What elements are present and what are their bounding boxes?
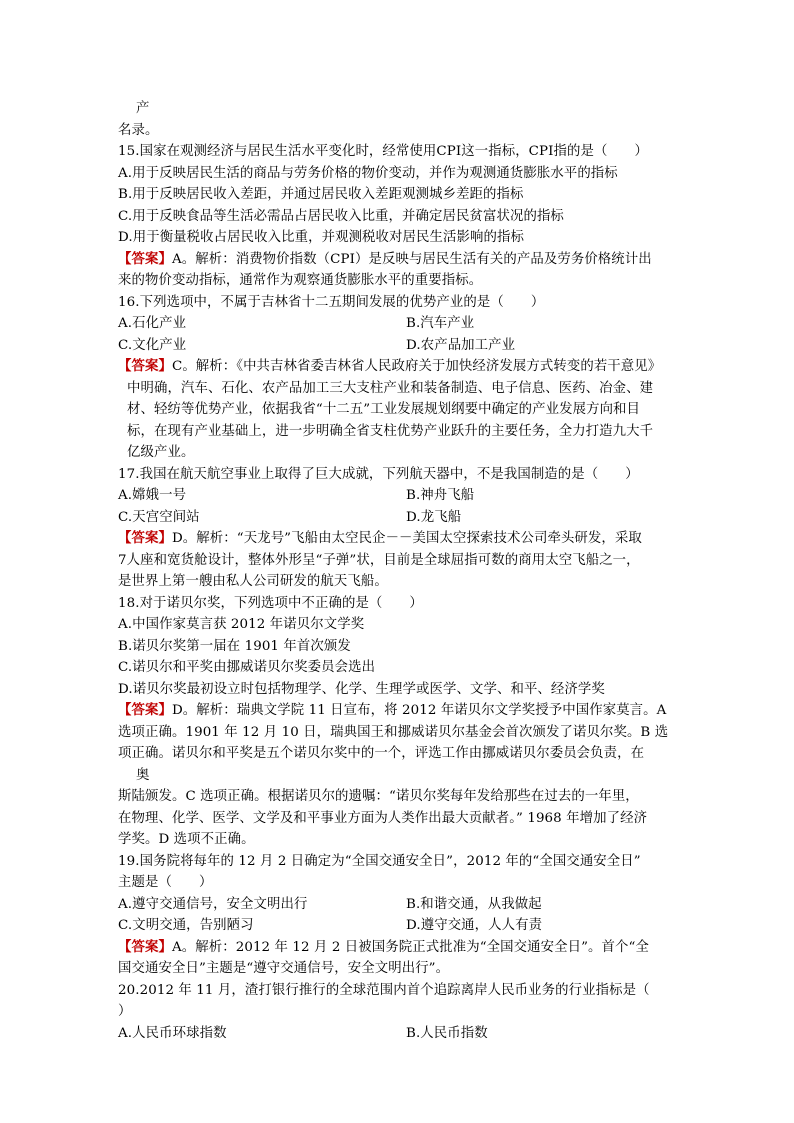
line-text: C.诺贝尔和平奖由挪威诺贝尔奖委员会选出 [118,660,376,675]
line-text: 材、轻纺等优势产业，依据我省“十二五”工业发展规划纲要中确定的产业发展方向和目 [127,402,641,417]
text-line [118,227,678,249]
text-line [118,614,678,636]
answer-label: 【答案】 [118,702,172,718]
line-text: 主题是（ ） [118,875,213,890]
line-text: 亿级产业。 [127,445,195,460]
option-left: A.石化产业 [118,316,187,331]
line-text: 选项正确。1901 年 12 月 10 日，瑞典国王和挪威诺贝尔基金会首次颁发了诺贝尔奖。B 选 [118,724,669,740]
line-text: D。解析：瑞典文学院 11 日宣布，将 2012 年诺贝尔文学奖授予中国作家莫言。A [171,703,667,718]
option-row [118,1023,678,1045]
line-text: 16.下列选项中，不属于吉林省十二五期间发展的优势产业的是（ ） [118,294,545,310]
text-line [118,464,678,486]
text-line [118,786,678,808]
line-text: C。解析：《中共吉林省委吉林省人民政府关于加快经济发展方式转变的若干意见》 [171,359,662,374]
line-text: D.用于衡量税收占居民收入比重，并观测税收对居民生活影响的指标 [118,230,524,245]
option-left: A.人民币环球指数 [118,1025,227,1041]
text-line [118,98,678,120]
answer-label: 【答案】 [118,358,172,374]
text-line [118,292,678,314]
line-text: 中明确，汽车、石化、农产品加工三大支柱产业和装备制造、电子信息、医药、冶金、建 [127,380,654,396]
text-line [118,571,678,593]
line-text: D.诺贝尔奖最初设立时包括物理学、化学、生理学或医学、文学、和平、经济学奖 [118,681,605,697]
text-line [118,593,678,615]
text-line [118,1001,678,1023]
line-text: 项正确。诺贝尔和平奖是五个诺贝尔奖中的一个，评选工作由挪威诺贝尔委员会负责，在 [118,746,645,761]
option-left: A.嫦娥一号 [118,488,187,503]
option-right: B.人民币指数 [406,1025,488,1041]
text-line [118,163,678,185]
line-text: A。解析：2012 年 12 月 2 日被国务院正式批准为“全国交通安全日”。首个“全 [171,939,649,955]
line-text: 在物理、化学、医学、文学及和平事业方面为人类作出最大贡献者。” 1968 年增加了经济 [118,810,648,826]
text-line [118,636,678,658]
answer-label: 【答案】 [118,938,172,955]
text-line [118,829,678,851]
answer-line [118,356,678,378]
option-row [118,915,678,937]
answer-line [118,937,678,959]
line-text: 来的物价变动指标，通常作为观察通货膨胀水平的重要指标。 [118,273,483,288]
option-left: C.文明交通，告别陋习 [118,918,254,933]
option-row [118,335,678,357]
answer-label: 【答案】 [118,530,172,546]
line-text: 7人座和宽货舱设计，整体外形呈“子弹”状，目前是全球屈指可数的商用太空飞船之一， [118,552,640,568]
option-row [118,507,678,529]
line-text: 18.对于诺贝尔奖，下列选项中不正确的是（ ） [118,595,423,611]
text-line [118,206,678,228]
text-line [118,679,678,701]
option-left: C.文化产业 [118,337,187,353]
text-line [118,120,678,142]
option-right: D.遵守交通，人人有责 [406,918,543,933]
line-text: 20.2012 年 11 月，渣打银行推行的全球范围内首个追踪离岸人民币业务的行业指标是（ [118,982,650,998]
text-line [118,399,678,421]
text-line [118,442,678,464]
line-text: A.中国作家莫言获 2012 年诺贝尔文学奖 [118,617,365,632]
line-text: C.用于反映食品等生活必需品占居民收入比重，并确定居民贫富状况的指标 [118,208,564,224]
line-text: 17.我国在航天航空事业上取得了巨大成就，下列航天器中，不是我国制造的是（ ） [118,466,639,482]
option-left: C.天宫空间站 [118,509,200,525]
option-row [118,894,678,916]
text-line [118,421,678,443]
line-text: A。解析：消费物价指数（CPI）是反映与居民生活有关的产品及劳务价格统计出 [171,251,652,267]
option-row [118,313,678,335]
option-right: D.农产品加工产业 [406,337,516,353]
text-line [118,550,678,572]
text-line [118,980,678,1002]
option-row [118,485,678,507]
line-text: D。解析：“天龙号”飞船由太空民企－－美国太空探索技术公司牵头研发，采取 [171,531,642,546]
text-line [118,851,678,873]
line-text: 斯陆颁发。C 选项正确。根据诺贝尔的遗嘱：“诺贝尔奖每年发给那些在过去的一年里， [118,789,639,804]
option-right: B.神舟飞船 [406,488,475,503]
line-text: ） [118,1004,132,1019]
line-text: 奥 [136,767,150,783]
line-text: 名录。 [118,122,159,138]
line-text: A.用于反映居民生活的商品与劳务价格的物价变动，并作为观测通货膨胀水平的指标 [118,165,618,181]
text-line [118,872,678,894]
line-text: 15.国家在观测经济与居民生活水平变化时，经常使用CPI这一指标，CPI指的是（ ） [118,144,648,159]
text-line [118,657,678,679]
text-line [118,808,678,830]
line-text: B.诺贝尔奖第一届在 1901 年首次颁发 [118,638,351,654]
text-line [118,141,678,163]
line-text: 19.国务院将每年的 12 月 2 日确定为“全国交通安全日”，2012 年的“全国交通安全日” [118,853,641,869]
text-line [118,765,678,787]
text-line [118,722,678,744]
text-line [118,270,678,292]
answer-line [118,249,678,271]
option-right: D.龙飞船 [406,509,462,525]
line-text: 产 [136,101,150,116]
option-right: B.汽车产业 [406,316,475,331]
line-text: 标，在现有产业基础上，进一步明确全省支柱优势产业跃升的主要任务，全力打造九大千 [127,423,654,439]
answer-label: 【答案】 [118,250,172,267]
line-text: 是世界上第一艘由私人公司研发的航天飞船。 [118,574,388,589]
answer-line [118,528,678,550]
text-line [118,184,678,206]
option-right: B.和谐交通，从我做起 [406,896,542,912]
option-left: A.遵守交通信号，安全文明出行 [118,896,308,912]
text-line [118,958,678,980]
answer-line [118,700,678,722]
line-text: B.用于反映居民收入差距，并通过居民收入差距观测城乡差距的指标 [118,187,524,202]
document-page [118,98,678,1044]
line-text: 国交通安全日”主题是“遵守交通信号，安全文明出行”。 [118,961,450,976]
text-line [118,378,678,400]
text-line [118,743,678,765]
line-text: 学奖。D 选项不正确。 [118,832,255,847]
